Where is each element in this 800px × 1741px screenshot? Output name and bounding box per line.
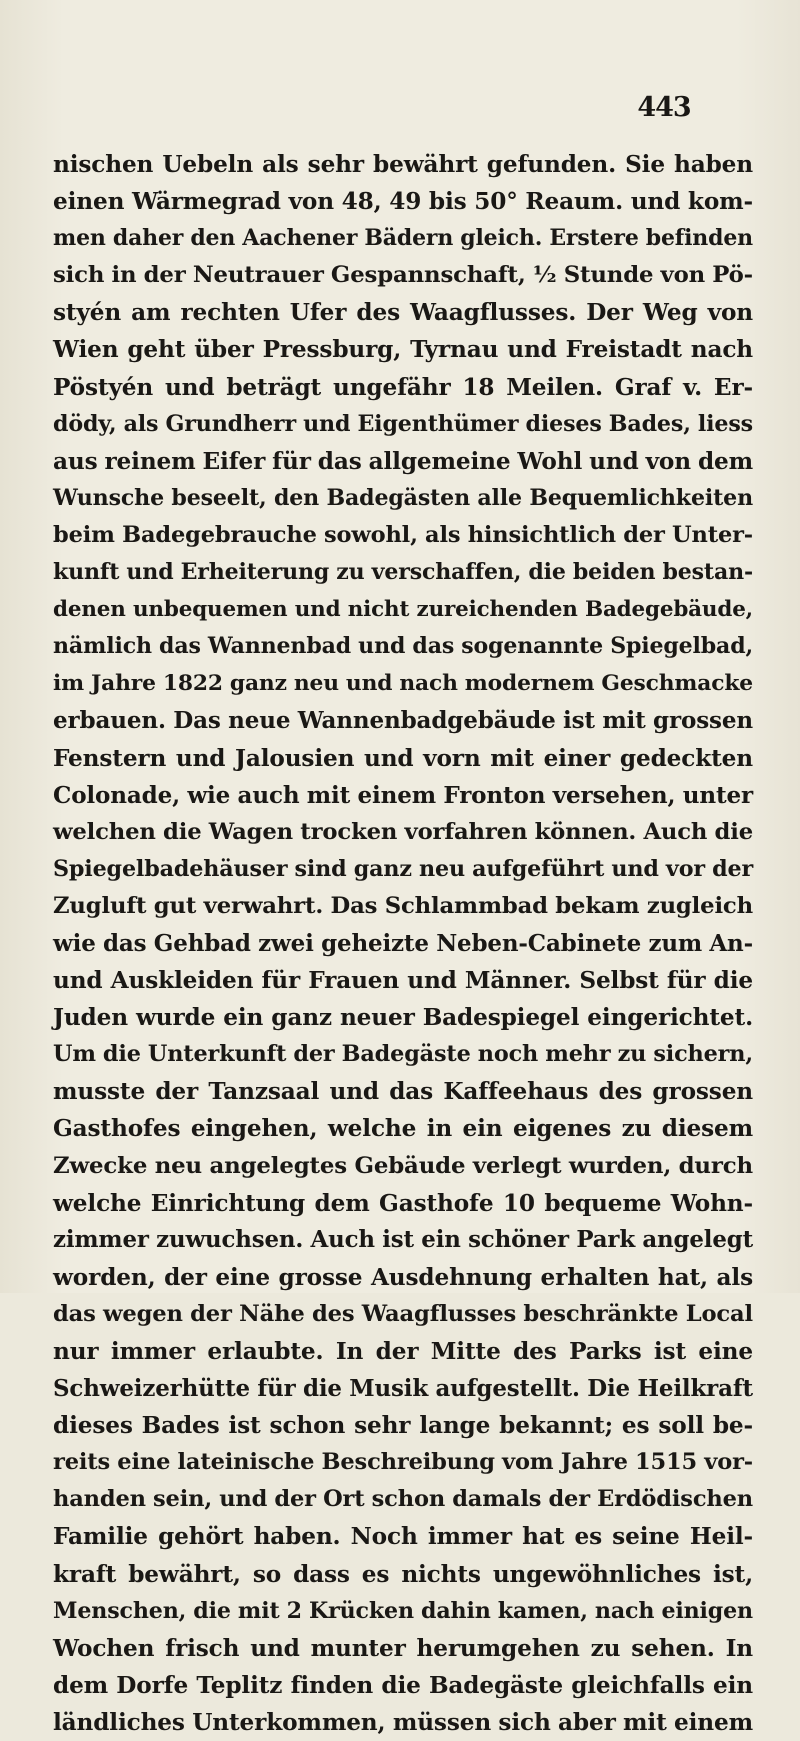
- text-line: im Jahre 1822 ganz neu und nach modernem Geschmacke: [53, 671, 753, 697]
- text-line: kunft und Erheiterung zu verschaffen, die beiden bestan-: [53, 559, 753, 586]
- text-line: Wien geht über Pressburg, Tyrnau und Freistadt nach: [53, 336, 753, 364]
- text-line: dieses Bades ist schon sehr lange bekannt; es soll be-: [53, 1412, 753, 1440]
- text-line: beim Badegebrauche sowohl, als hinsichtlich der Unter-: [53, 521, 753, 548]
- text-line: aus reinem Eifer für das allgemeine Wohl und von dem: [53, 447, 753, 475]
- text-line: sich in der Neutrauer Gespannschaft, ½ Stunde von Pö-: [53, 262, 753, 289]
- text-line: dem Dorfe Teplitz finden die Badegäste gleichfalls ein: [53, 1671, 753, 1699]
- text-line: Menschen, die mit 2 Krücken dahin kamen, nach einigen: [53, 1597, 753, 1624]
- text-line: reits eine lateinische Beschreibung vom Jahre 1515 vor-: [53, 1449, 753, 1476]
- text-line: worden, der eine grosse Ausdehnung erhalten hat, als: [53, 1263, 753, 1291]
- text-line: men daher den Aachener Bädern gleich. Erstere befinden: [53, 225, 753, 252]
- text-line: nur immer erlaubte. In der Mitte des Parks ist eine: [53, 1338, 753, 1365]
- text-line: Um die Unterkunft der Badegäste noch mehr zu sichern,: [53, 1041, 753, 1068]
- text-line: Spiegelbadehäuser sind ganz neu aufgeführt und vor der: [53, 855, 753, 882]
- text-line: einen Wärmegrad von 48, 49 bis 50° Reaum. und kom-: [53, 188, 753, 216]
- text-line: Schweizerhütte für die Musik aufgestellt. Die Heilkraft: [53, 1375, 753, 1403]
- text-line: Gasthofes eingehen, welche in ein eigenes zu diesem: [53, 1115, 753, 1143]
- text-line: Zugluft gut verwahrt. Das Schlammbad bekam zugleich: [53, 892, 753, 919]
- text-line: denen unbequemen und nicht zureichenden Badegebäude,: [53, 597, 753, 623]
- text-line: Colonade, wie auch mit einem Fronton versehen, unter: [53, 781, 753, 809]
- text-line: kraft bewährt, so dass es nichts ungewöhnliches ist,: [53, 1560, 753, 1588]
- body-text: [53, 146, 753, 1741]
- text-line: welche Einrichtung dem Gasthofe 10 bequeme Wohn-: [53, 1189, 753, 1217]
- text-line: handen sein, und der Ort schon damals der Erdödischen: [53, 1486, 753, 1513]
- text-line: erbauen. Das neue Wannenbadgebäude ist mit grossen: [53, 707, 753, 735]
- text-line: nämlich das Wannenbad und das sogenannte Spiegelbad,: [53, 633, 753, 660]
- text-line: Wunsche beseelt, den Badegästen alle Bequemlichkeiten: [53, 484, 753, 511]
- text-line: nischen Uebeln als sehr bewährt gefunden. Sie haben: [53, 151, 753, 178]
- text-line: Fenstern und Jalousien und vorn mit einer gedeckten: [53, 744, 753, 772]
- text-line: Juden wurde ein ganz neuer Badespiegel eingerichtet.: [53, 1004, 753, 1032]
- text-line: ländliches Unterkommen, müssen sich aber mit einem: [53, 1708, 753, 1736]
- text-line: styén am rechten Ufer des Waagflusses. Der Weg von: [53, 299, 753, 327]
- text-line: Familie gehört haben. Noch immer hat es seine Heil-: [53, 1523, 753, 1551]
- text-line: das wegen der Nähe des Waagflusses beschränkte Local: [53, 1300, 753, 1327]
- text-line: Zwecke neu angelegtes Gebäude verlegt wurden, durch: [53, 1152, 753, 1179]
- page-number: 443: [637, 92, 691, 123]
- text-line: dödy, als Grundherr und Eigenthümer dieses Bades, liess: [53, 410, 753, 437]
- text-line: musste der Tanzsaal und das Kaffeehaus des grossen: [53, 1078, 753, 1106]
- text-line: Wochen frisch und munter herumgehen zu sehen. In: [53, 1634, 753, 1662]
- text-line: wie das Gehbad zwei geheizte Neben-Cabinete zum An-: [53, 929, 753, 957]
- text-line: zimmer zuwuchsen. Auch ist ein schöner Park angelegt: [53, 1226, 753, 1253]
- text-line: welchen die Wagen trocken vorfahren können. Auch die: [53, 818, 753, 845]
- text-line: Pöstyén und beträgt ungefähr 18 Meilen. Graf v. Er-: [53, 373, 753, 401]
- text-line: und Auskleiden für Frauen und Männer. Selbst für die: [53, 967, 753, 995]
